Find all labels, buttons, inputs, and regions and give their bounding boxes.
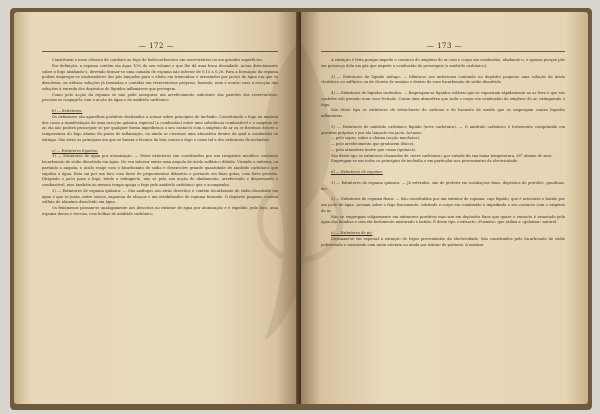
paragraph: 1) — Extintores de espuma química: — Já referidos, são de preferir em instalações fixas, depósitos de petróleo, gasolinas, etc. — [321, 180, 565, 191]
paragraph: Constituem o meio clássico de combate ao fogo de hidrocarbonetos em reservatórios ou em grandes superfícies. — [52, 58, 263, 62]
section-heading: d) — Extintores de espuma: — [331, 170, 383, 174]
list-item: — pelo arrefecimento que produzem (físico); — [331, 142, 415, 146]
left-page — [14, 12, 299, 404]
paragraph: 2) — Extintores de espuma química: — São análogos aos atrás descritos e contém bicarbonato de sódio dissolvido em água e que se junta, entre outros, saponina de alcaçuz e um estabilizador de espuma formado. O depósito pequeno contém sulfato de alumínio dissolvido em água. — [42, 188, 278, 205]
paragraph: Os extintores são aparelhos portáteis destinados a actuar sobre princípios de incêndio. Constituindo o fogo na maioria dos casos a manifestação de uma reacção química especial (a combustão) entre uma substância combustível e o oxigénio do ar, ela não poderá prosseguir se por qualquer forma impedirmos o seu contacto com o oxigénio do ar ou se fizermos descer a temperatura do fogo abaixo do ponto de inflamação, ou ainda se criarmos uma atmosfera dentro da qual a combustão se extinga. São estes os princípios em que se baseia a técnica da luta contra o fogo e como tal a dos extintores de incêndios. — [42, 114, 278, 142]
paragraph: 4) — Extintores de líquidos incêndios: — Empregam-se líquidos voláteis que se vaporizam rápidamente ao ar livre e que são contidos sob pressão num vaso fechado. Criam uma atmosfera que isola o corpo em combustão do oxigénio do ar, extinguindo o fogo. — [321, 91, 565, 107]
section-heading: c) — Extintores líquidos: — [52, 148, 99, 153]
paragraph: Empregam-se em todos os princípios de incêndio e em particular nos provenientes da electricidade. — [331, 159, 519, 164]
paragraph: Destinam-se em especial à extinção de fogos provenientes da electricidade. São constituídos pelo bicarbonato de sódio pulverizado e misturado com areia calcária ou ainda por nitrato de potássio. A mistura — [321, 236, 565, 247]
left-page-body — [42, 58, 278, 218]
section-heading: c) — Extintores de pó: — [331, 231, 373, 235]
paragraph: 5) — Extintores de anidrido carbónico líquido (neve carbónica): — O anidrido carbónico é fortemente comprimido em garrafas próprias e por ela lançado em jacto. Actuam: — [321, 124, 565, 135]
paragraph: 2) — Extintores de espuma física: — São constituídos por um extintor de espuma, cujo líquido, que é arrastado e batido por um jacto de água. Actuam sobre o fogo fisicamente, cobrindo o corpo em combustão e impedindo o seu contacto com o oxigénio do ar. — [321, 197, 565, 213]
paragraph: Não se empregam vulgarmente em extintores portáteis mas sim em depósitos fixos que quase o extracto é arrastado pela água das bombas e com ela fortemente misturado e batido. É deste tipo o extracto «Foamite» que utiliza a «gelatina» natural. — [321, 214, 565, 225]
paragraph: Como pelo acção da espuma se não pode assegurar um arrefecimento suficiente das paredes dos reservatórios, procura-se conjugá-la com a acção da água e do anidrido carbónico. — [42, 92, 278, 103]
right-page-number: — 173 — — [426, 42, 463, 50]
paragraph: 1) — Extintores de água por atomização: — Estes extintores são constituídos por um recipiente metálico contendo bicarbonato de sódio dissolvido em água. No seu interior existe uma ampola de ácido sulfúrico diluído. Virando o extintor, ou partindo a ampola, o ácido reage com o bicarbonato de sódio e desenvolve grande quantidade de anidrido carbónico que expulsa a água. Esta sai por um bico com furos de pequenissimo diâmetro e portanto em finas gotas, com forte pressão. Dirigindo o jacto para o fogo, tende a extinguí-lo, não só pela sua acção de abafamento, arrefecendo e dispersando o combustível, mas também ao mesmo tempo apaga o fogo pelo anidrido carbónico que o acompanha. — [42, 154, 278, 187]
left-header-rule — [42, 51, 278, 52]
right-page-body — [321, 58, 565, 248]
paragraph: A extinção é feita porque impede o contacto do oxigénio do ar com o corpo em combustão, abafando-o, e apenas porque pôe em presença dela um gás que impede a combustão de prosseguir (o anidrido carbónico). — [321, 58, 565, 68]
list-item: — pela atmosfera inerte que criam (química). — [331, 147, 417, 152]
paragraph: São deste tipo os extintores de tetracloreto de carbono e de brometo de metilo que se empregam contra líquidos inflamáveis. — [321, 108, 565, 118]
right-page — [301, 12, 588, 404]
list-item: — pelo sopro, sobre a chama (acção mecânica); — [331, 136, 421, 141]
left-page-number: — 172 — — [138, 42, 175, 50]
section-heading: b) — Extintores: — [52, 109, 83, 113]
paragraph: 3) — Extintores de líquido inifugo: — Idênticos aos anteriores contendo no depósito pequeno uma solução de ácido clorídrico ou sulfúrico ou de cloreto de amónio e dentro do vaso bicarbonato de sódio dissolvido. — [321, 74, 565, 85]
paragraph: Por definição, a espuma contém em água 10% do seu volume e que lhe dá uma fraca densidade. Actua directamente sobre o fogo abafando-o, devendo formar-se uma camada de espuma não inferior de 0,15 a 0,20. Para a formação da espuma podem empregar-se misturadores dos pós lançados para o efeito em tremonhas e arrastados por jactos de água em que se dissolvem, ou utilizar soluções já formadas e contidas em reservatórios próprios, fazendo, num e noutro caso a reacção das soluções à entrada dos depósitos de líquidos inflamáveis que protegem. — [42, 63, 278, 91]
right-header-rule — [321, 51, 565, 52]
paragraph: Os fenómenos passam-se analogamente aos descritos no extintor de água por atomização e é expelido, pelo bico, uma espuma densa e viscosa, com bolhas de anidrido carbónico. — [42, 206, 278, 216]
paragraph: São deste tipo os extintores chamados de «neve carbónica» por virtude da sua baixa temperatura, 60° abaixo de zero. — [331, 153, 553, 158]
